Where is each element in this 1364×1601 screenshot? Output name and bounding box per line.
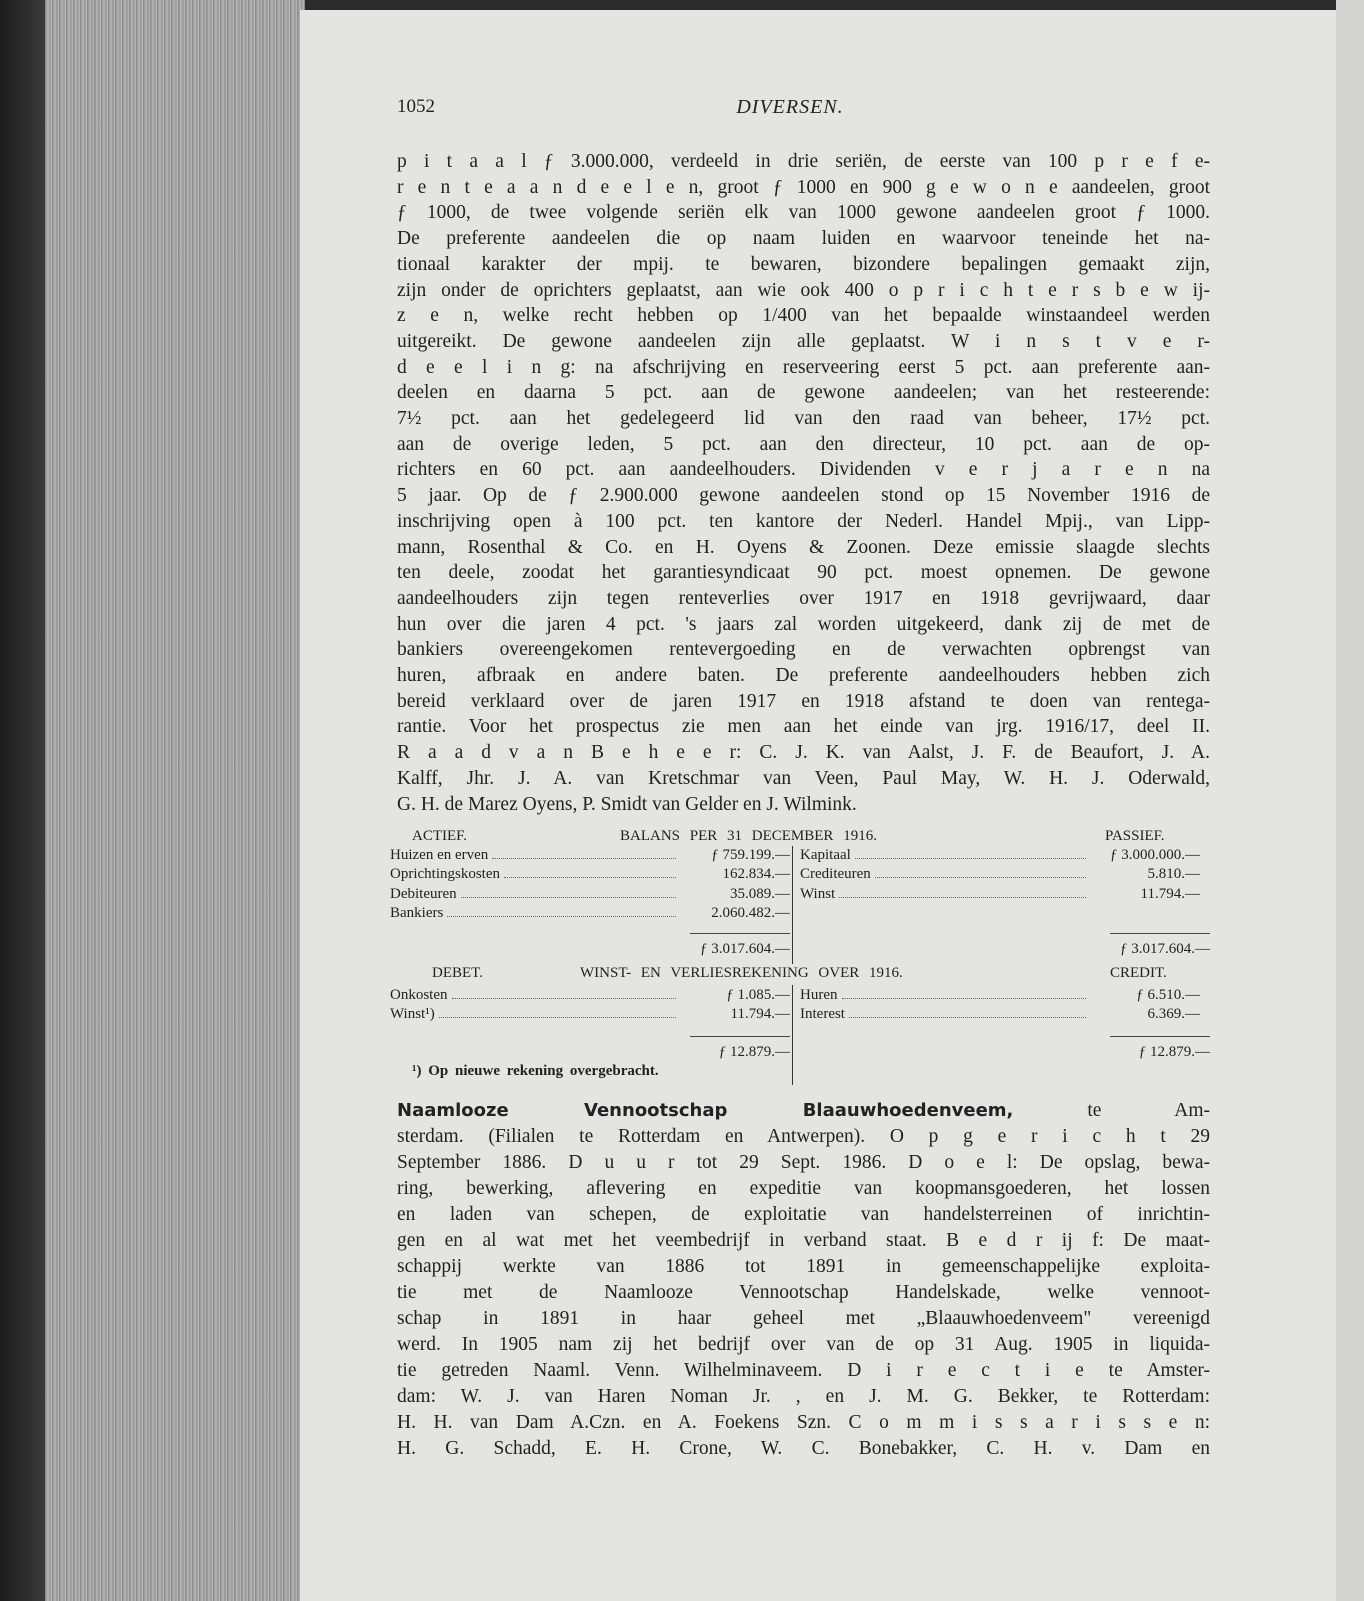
text-line: tie getreden Naaml. Venn. Wilhelminaveem. D i r e c t i e te Amster- <box>397 1360 1210 1381</box>
leader-dots <box>439 1005 676 1018</box>
first-line-rest: te Am- <box>1013 1100 1210 1121</box>
pl-right-header: CREDIT. <box>1110 965 1167 981</box>
text-line: ten deele, zoodat het garantiesyndicaat 90 pct. moest opnemen. De gewone <box>397 562 1210 584</box>
text-line: huren, afbraak en andere baten. De preferente aandeelhouders hebben zich <box>397 665 1210 686</box>
row-label: Onkosten <box>390 987 448 1003</box>
text-line: aan de overige leden, 5 pct. aan den directeur, 10 pct. aan de op- <box>397 433 1210 455</box>
row-amount: ƒ 6.510.— <box>1136 987 1200 1003</box>
text-line: deelen en daarna 5 pct. aan de gewone aandeelen; van het resteerende: <box>397 382 1210 404</box>
row-amount: 35.089.— <box>730 885 790 902</box>
text-line: R a a d v a n B e h e e r: C. J. K. van Aalst, J. F. de Beaufort, J. A. <box>397 742 1210 764</box>
row-amount: 2.060.482.— <box>711 904 790 921</box>
leader-dots <box>875 865 1086 878</box>
balance-title: BALANS PER 31 DECEMBER 1916. <box>620 828 877 844</box>
row-label: Debiteuren <box>390 885 457 902</box>
text-line: September 1886. D u u r tot 29 Sept. 1986. D o e l: De opslag, bewa- <box>397 1152 1210 1173</box>
running-title: DIVERSEN. <box>736 96 844 118</box>
text-line: schap in 1891 in haar geheel met „Blaauwhoedenveem" vereenigd <box>397 1308 1210 1329</box>
table-row <box>390 986 790 1004</box>
table-row <box>390 904 790 922</box>
book-edge <box>0 0 45 1601</box>
row-label: Huren <box>800 987 838 1003</box>
row-amount: 11.794.— <box>1140 885 1200 902</box>
row-label: Crediteuren <box>800 866 871 883</box>
row-label: Winst¹) <box>390 1006 435 1022</box>
text-line: zijn onder de oprichters geplaatst, aan wie ook 400 o p r i c h t e r s b e w ij- <box>397 279 1210 301</box>
text-line: hun over die jaren 4 pct. 's jaars zal worden uitgekeerd, dank zij de met de <box>397 613 1210 635</box>
balance-left-total: ƒ 3.017.604.— <box>700 941 790 957</box>
row-label: Interest <box>800 1006 845 1022</box>
text-line: gen en al wat met het veembedrijf in verband staat. B e d r ij f: De maat- <box>397 1230 1210 1251</box>
text-line: uitgereikt. De gewone aandeelen zijn alle geplaatst. W i n s t v e r- <box>397 330 1210 352</box>
table-row <box>390 865 790 883</box>
table-row <box>390 885 790 903</box>
text-line: 5 jaar. Op de ƒ 2.900.000 gewone aandeelen stond op 15 November 1916 de <box>397 485 1210 507</box>
footnote: ¹) Op nieuwe rekening overgebracht. <box>412 1063 659 1079</box>
text-line: ring, bewerking, aflevering en expeditie van koopmansgoederen, het lossen <box>397 1178 1210 1199</box>
balance-right-header: PASSIEF. <box>1105 828 1165 844</box>
text-line: 7½ pct. aan het gedelegeerd lid van den raad van beheer, 17½ pct. <box>397 408 1210 429</box>
balance-divider <box>792 846 793 964</box>
text-line: H. H. van Dam A.Czn. en A. Foekens Szn. C o m m i s s a r i s s e n: <box>397 1412 1210 1433</box>
table-row <box>390 846 790 864</box>
text-line: en laden van schepen, de exploitatie van handelsterreinen of inrichtin- <box>397 1204 1210 1225</box>
row-amount: 162.834.— <box>722 866 790 883</box>
leader-dots <box>504 865 676 878</box>
row-label: Oprichtingskosten <box>390 866 500 883</box>
table-row <box>800 865 1200 883</box>
row-amount: 5.810.— <box>1147 866 1200 883</box>
row-amount: 6.369.— <box>1147 1006 1200 1022</box>
pl-right-total: ƒ 12.879.— <box>1138 1044 1210 1060</box>
text-line: aandeelhouders zijn tegen renteverlies over 1917 en 1918 gevrijwaard, daar <box>397 587 1210 609</box>
table-row <box>800 1005 1200 1023</box>
row-amount: ƒ 1.085.— <box>726 987 790 1003</box>
table-row <box>800 986 1200 1004</box>
text-line: d e e l i n g: na afschrijving en reserveering eerst 5 pct. aan preferente aan- <box>397 356 1210 378</box>
leader-dots <box>839 885 1086 898</box>
row-amount: ƒ 759.199.— <box>711 847 790 863</box>
text-line: tie met de Naamlooze Vennootschap Handelskade, welke vennoot- <box>397 1282 1210 1303</box>
text-line: G. H. de Marez Oyens, P. Smidt van Gelder en J. Wilmink. <box>397 793 857 815</box>
page-right-edge <box>1336 0 1364 1601</box>
text-line: p i t a a l ƒ 3.000.000, verdeeld in drie seriën, de eerste van 100 p r e f e- <box>397 151 1210 172</box>
row-amount: ƒ 3.000.000.— <box>1110 847 1200 863</box>
pl-right-rule <box>1110 1036 1210 1037</box>
pl-left-total: ƒ 12.879.— <box>718 1044 790 1060</box>
table-row <box>800 885 1200 903</box>
leader-dots <box>842 986 1087 999</box>
company-name: Naamlooze Vennootschap Blaauwhoedenveem, <box>397 1100 1014 1121</box>
pl-title: WINST- EN VERLIESREKENING OVER 1916. <box>580 965 903 981</box>
text-line: richters en 60 pct. aan aandeelhouders. Dividenden v e r j a r e n na <box>397 459 1210 481</box>
pl-left-header: DEBET. <box>432 965 483 981</box>
text-line: Kalff, Jhr. J. A. van Kretschmar van Veen, Paul May, W. H. J. Oderwald, <box>397 767 1210 789</box>
text-line: z e n, welke recht hebben op 1/400 van het bepaalde winstaandeel werden <box>397 305 1210 327</box>
text-line: ƒ 1000, de twee volgende seriën elk van 1000 gewone aandeelen groot ƒ 1000. <box>397 202 1210 224</box>
text-line: H. G. Schadd, E. H. Crone, W. C. Bonebakker, C. H. v. Dam en <box>397 1438 1210 1459</box>
balance-left-header: ACTIEF. <box>412 828 468 844</box>
text-line: sterdam. (Filialen te Rotterdam en Antwerpen). O p g e r i c h t 29 <box>397 1126 1210 1147</box>
row-amount: 11.794.— <box>730 1006 790 1022</box>
table-row <box>800 846 1200 864</box>
balance-right-rule <box>1110 933 1210 934</box>
table-row <box>390 1005 790 1023</box>
row-label: Winst <box>800 885 836 902</box>
leader-dots <box>849 1005 1086 1018</box>
leader-dots <box>461 885 676 898</box>
text-line: r e n t e a a n d e e l e n, groot ƒ 1000 en 900 g e w o n e aandeelen, groot <box>397 176 1210 198</box>
text-line: dam: W. J. van Haren Noman Jr. , en J. M. G. Bekker, te Rotterdam: <box>397 1386 1210 1407</box>
balance-right-total: ƒ 3.017.604.— <box>1120 941 1210 957</box>
page-number: 1052 <box>397 96 435 117</box>
balance-left-rule <box>690 933 790 934</box>
pl-left-rule <box>690 1036 790 1037</box>
text-line: inschrijving open à 100 pct. ten kantore der Nederl. Handel Mpij., van Lipp- <box>397 510 1210 532</box>
row-label: Bankiers <box>390 904 444 921</box>
paragraph-2-first-line <box>397 1099 1210 1123</box>
row-label: Huizen en erven <box>390 847 489 863</box>
page-stack <box>45 0 305 1601</box>
leader-dots <box>452 986 677 999</box>
text-line: schappij werkte van 1886 tot 1891 in gemeenschappelijke exploita- <box>397 1256 1210 1277</box>
text-line: tionaal karakter der mpij. te bewaren, bizondere bepalingen gemaakt zijn, <box>397 253 1210 275</box>
text-line: werd. In 1905 nam zij het bedrijf over van de op 31 Aug. 1905 in liquida- <box>397 1334 1210 1355</box>
text-line: De preferente aandeelen die op naam luiden en waarvoor teneinde het na- <box>397 228 1210 250</box>
leader-dots <box>447 904 676 917</box>
text-line: rantie. Voor het prospectus zie men aan het einde van jrg. 1916/17, deel II. <box>397 716 1210 738</box>
text-line: bereid verklaard over de jaren 1917 en 1918 afstand te doen van rentega- <box>397 690 1210 712</box>
text-line: bankiers overeengekomen rentevergoeding en de verwachten opbrengst van <box>397 639 1210 661</box>
row-label: Kapitaal <box>800 847 851 863</box>
text-line: mann, Rosenthal & Co. en H. Oyens & Zoonen. Deze emissie slaagde slechts <box>397 536 1210 558</box>
leader-dots <box>855 846 1086 859</box>
pl-divider <box>792 985 793 1085</box>
leader-dots <box>492 846 676 859</box>
